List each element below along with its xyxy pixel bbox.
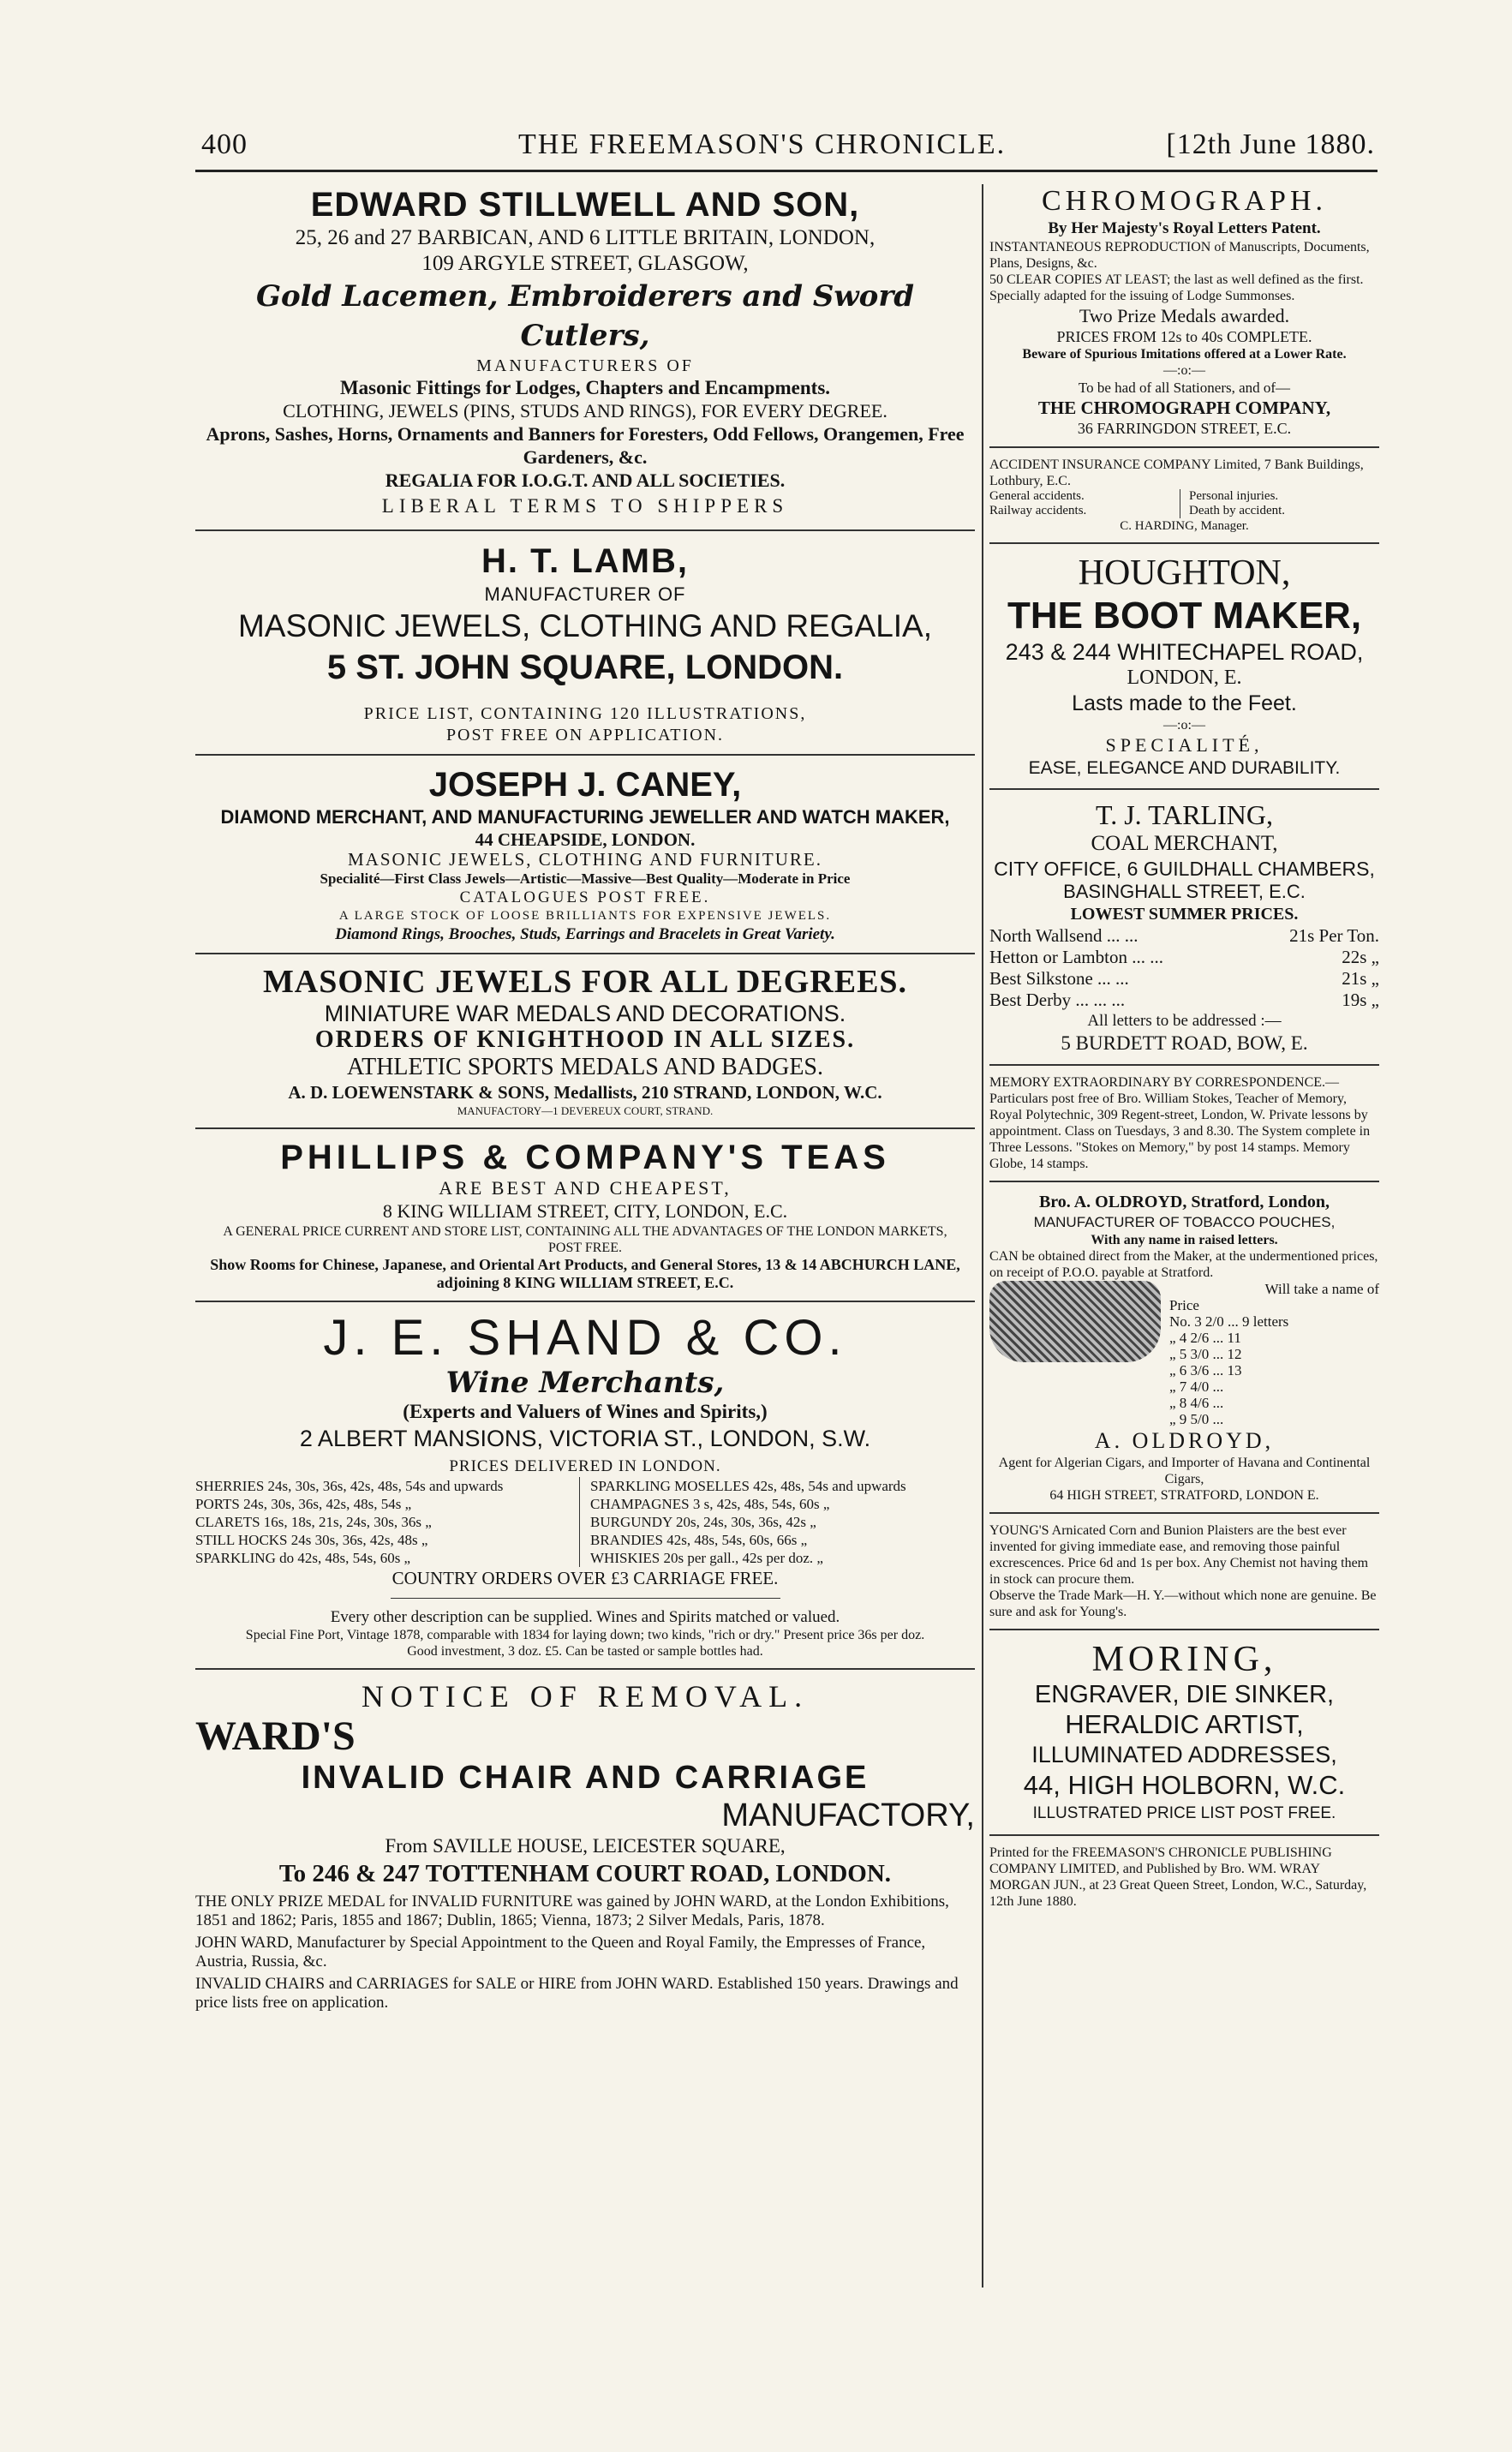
houghton-lasts: Lasts made to the Feet.: [1072, 691, 1297, 715]
ward-p3: INVALID CHAIRS and CARRIAGES for SALE or HIRE from JOHN WARD. Established 150 years. Drawings and price lists free on application.: [195, 1975, 959, 2012]
young-text: YOUNG'S Arnicated Corn and Bunion Plaisters are the best ever invented for giving immediate ease, and removing those painful excrescences. Price 6d and 1s per box. Any Chemist not having them in stock can procure them.: [989, 1523, 1369, 1587]
price-row: [989, 925, 1379, 947]
loewenstark-title: MASONIC JEWELS FOR ALL DEGREES.: [262, 964, 908, 1000]
separator: —:o:—: [1163, 718, 1205, 733]
price-row: [989, 968, 1379, 990]
price-cell: SPARKLING MOSELLES 42s, 48s, 54s and upwards: [590, 1478, 906, 1494]
page-number: 400: [201, 129, 248, 160]
divider: [989, 542, 1379, 544]
houghton-name: HOUGHTON,: [1078, 553, 1291, 593]
stillwell-name: EDWARD STILLWELL AND SON,: [310, 186, 860, 224]
oldroyd-p1: CAN be obtained direct from the Maker, at the undermentioned prices, on receipt of P.O.O. payable at Stratford.: [989, 1249, 1378, 1280]
lamb-price-list-1: PRICE LIST, CONTAINING 120 ILLUSTRATIONS,: [363, 704, 807, 723]
price-cell: BURGUNDY 20s, 24s, 30s, 36s, 42s „: [590, 1514, 816, 1530]
ward-name: WARD'S: [195, 1713, 356, 1759]
divider: [195, 529, 975, 531]
shand-special: Special Fine Port, Vintage 1878, comparable with 1834 for laying down; two kinds, "rich or dry." Present price 36s per doz. Good investment, 3 doz. £5. Can be tasted or sample bottles had.: [245, 1628, 925, 1659]
stillwell-aprons: Aprons, Sashes, Horns, Ornaments and Banners for Foresters, Odd Fellows, Orangemen, Free Gardeners, &c.: [206, 423, 965, 468]
divider: [989, 446, 1379, 448]
pouch-row: „ 9 5/0 ...: [1169, 1411, 1224, 1427]
lamb-manufacturer: MANUFACTURER OF: [484, 583, 686, 605]
ad-chromograph: [989, 184, 1379, 438]
tobacco-pouch-illustration: [989, 1281, 1161, 1362]
oldroyd-pouch-area: [989, 1281, 1379, 1427]
ad-young: [989, 1522, 1379, 1620]
coal-name: Hetton or Lambton ... ...: [989, 947, 1163, 967]
chromograph-p2: 50 CLEAR COPIES AT LEAST; the last as well defined as the first. Specially adapted for the issuing of Lodge Summonses.: [989, 272, 1364, 303]
coal-name: North Wallsend ... ...: [989, 925, 1138, 946]
ad-memory: [989, 1074, 1379, 1172]
shand-address: 2 ALBERT MANSIONS, VICTORIA ST., LONDON, S.W.: [299, 1426, 871, 1451]
ward-trade-2: MANUFACTORY,: [721, 1797, 975, 1833]
loewenstark-line-4: A. D. LOEWENSTARK & SONS, Medallists, 210 STRAND, LONDON, W.C.: [288, 1082, 882, 1103]
caney-line-2: Specialité—First Class Jewels—Artistic—Massive—Best Quality—Moderate in Price: [320, 870, 851, 887]
price-row: [989, 947, 1379, 968]
shand-price-table: [195, 1477, 975, 1567]
coal-name: Best Derby ... ... ...: [989, 990, 1126, 1010]
oldroyd-trade: MANUFACTURER OF TOBACCO POUCHES,: [1033, 1214, 1336, 1230]
pouch-row: „ 4 2/6 ... 11: [1169, 1330, 1241, 1346]
phillips-line-1: ARE BEST AND CHEAPEST,: [439, 1177, 732, 1199]
ward-p1: THE ONLY PRIZE MEDAL for INVALID FURNITURE was gained by JOHN WARD, at the London Exhibitions, 1851 and 1862; Paris, 1855 and 1867; Dublin, 1865; Vienna, 1873; 2 Silver Medals, Paris, 1878.: [195, 1893, 949, 1929]
stillwell-regalia: REGALIA FOR I.O.G.T. AND ALL SOCIETIES.: [385, 469, 786, 491]
stillwell-trades: Gold Lacemen, Embroiderers and Sword Cutlers,: [255, 279, 915, 353]
shand-country: COUNTRY ORDERS OVER £3 CARRIAGE FREE.: [391, 1568, 779, 1588]
ward-to: To 246 & 247 TOTTENHAM COURT ROAD, LONDON.: [278, 1860, 892, 1887]
tarling-office: CITY OFFICE, 6 GUILDHALL CHAMBERS,: [994, 858, 1375, 880]
divider: [195, 754, 975, 756]
ad-phillips: [195, 1138, 975, 1292]
tarling-letters: All letters to be addressed :—: [1087, 1012, 1282, 1030]
shand-experts: (Experts and Valuers of Wines and Spirits,): [403, 1401, 768, 1422]
loewenstark-line-1: MINIATURE WAR MEDALS AND DECORATIONS.: [324, 1001, 846, 1026]
houghton-city: LONDON, E.: [1127, 667, 1242, 689]
accident-left: [989, 489, 1180, 518]
price-cell: SHERRIES 24s, 30s, 36s, 42s, 48s, 54s and upwards: [195, 1477, 580, 1495]
will-take: Will take a name of: [1264, 1281, 1379, 1297]
divider: [989, 1629, 1379, 1630]
caney-trade: DIAMOND MERCHANT, AND MANUFACTURING JEWELLER AND WATCH MAKER,: [220, 806, 950, 828]
chromograph-company: THE CHROMOGRAPH COMPANY,: [1037, 398, 1331, 418]
tarling-name: T. J. TARLING,: [1096, 799, 1273, 830]
houghton-ease: EASE, ELEGANCE AND DURABILITY.: [1028, 758, 1341, 778]
ad-ward: [195, 1678, 975, 2012]
ad-oldroyd: [989, 1191, 1379, 1504]
coal-price: 21s Per Ton.: [1289, 925, 1379, 946]
memory-text: MEMORY EXTRAORDINARY BY CORRESPONDENCE.—Particulars post free of Bro. William Stokes, Teacher of Memory, Royal Polytechnic, 309 Regent-street, London, W. Private lessons by appointment. Class on Tuesdays, 3 and 8.30. The System complete in Three Lessons. "Stokes on Memory," by post 14 stamps. Memory Globe, 14 stamps.: [989, 1075, 1371, 1171]
phillips-line-4: Show Rooms for Chinese, Japanese, and Oriental Art Products, and General Stores, 13 & 14 ABCHURCH LANE, adjoining 8 KING WILLIAM STREET, E.C.: [210, 1256, 960, 1291]
stillwell-terms: LIBERAL TERMS TO SHIPPERS: [381, 495, 789, 517]
ward-trade: INVALID CHAIR AND CARRIAGE: [301, 1760, 870, 1796]
oldroyd-agent: Agent for Algerian Cigars, and Importer of Havana and Continental Cigars,: [998, 1456, 1371, 1486]
caney-line-3: CATALOGUES POST FREE.: [459, 888, 711, 906]
moring-list: ILLUSTRATED PRICE LIST POST FREE.: [1032, 1804, 1336, 1822]
divider: [195, 1668, 975, 1670]
phillips-line-2: 8 KING WILLIAM STREET, CITY, LONDON, E.C.: [382, 1200, 788, 1222]
ad-shand: [195, 1311, 975, 1660]
caney-line-5: Diamond Rings, Brooches, Studs, Earrings and Bracelets in Great Variety.: [335, 925, 835, 943]
separator: —:o:—: [1163, 363, 1205, 378]
stillwell-address-1: 25, 26 and 27 BARBICAN, AND 6 LITTLE BRITAIN, LONDON,: [295, 226, 876, 249]
ad-houghton: [989, 553, 1379, 780]
shand-other: Every other description can be supplied. Wines and Spirits matched or valued.: [330, 1608, 840, 1626]
accident-left-2: Railway accidents.: [989, 504, 1087, 517]
pouch-row: No. 3 2/0 ... 9 letters: [1169, 1313, 1289, 1330]
price-row: [989, 990, 1379, 1011]
oldroyd-name: A. OLDROYD,: [1094, 1428, 1275, 1453]
oldroyd-raised: With any name in raised letters.: [1091, 1233, 1278, 1247]
accident-p1: ACCIDENT INSURANCE COMPANY Limited, 7 Bank Buildings, Lothbury, E.C.: [989, 458, 1364, 488]
publication-title: THE FREEMASON'S CHRONICLE.: [518, 129, 1007, 160]
caney-line-1: MASONIC JEWELS, CLOTHING AND FURNITURE.: [348, 849, 822, 870]
accident-left-1: General accidents.: [989, 489, 1085, 503]
stillwell-address-2: 109 ARGYLE STREET, GLASGOW,: [421, 252, 749, 275]
pouch-row: „ 8 4/6 ...: [1169, 1395, 1224, 1411]
moring-address: 44, HIGH HOLBORN, W.C.: [1023, 1770, 1346, 1800]
divider: [195, 1301, 975, 1302]
tarling-street: BASINGHALL STREET, E.C.: [1063, 881, 1306, 902]
price-cell: WHISKIES 20s per gall., 42s per doz. „: [590, 1550, 823, 1566]
shand-prices-title: PRICES DELIVERED IN LONDON.: [449, 1457, 721, 1475]
divider: [989, 1181, 1379, 1182]
stillwell-manufacturers: MANUFACTURERS OF: [476, 356, 694, 375]
right-column: [989, 184, 1379, 2292]
ad-tarling: [989, 798, 1379, 1056]
ad-loewenstark: [195, 963, 975, 1119]
price-cell: SPARKLING do 42s, 48s, 54s, 60s „: [195, 1549, 580, 1567]
loewenstark-line-3: ATHLETIC SPORTS MEDALS AND BADGES.: [346, 1054, 824, 1080]
coal-price: 19s „: [1342, 990, 1379, 1010]
tarling-trade: COAL MERCHANT,: [1091, 832, 1278, 855]
stillwell-clothing: CLOTHING, JEWELS (PINS, STUDS AND RINGS), FOR EVERY DEGREE.: [283, 400, 887, 422]
chromograph-medals: Two Prize Medals awarded.: [1079, 305, 1290, 326]
young-observe: Observe the Trade Mark—H. Y.—without which none are genuine. Be sure and ask for Young's.: [989, 1588, 1377, 1619]
price-cell: STILL HOCKS 24s 30s, 36s, 42s, 48s „: [195, 1531, 580, 1549]
shand-name: J. E. SHAND & CO.: [323, 1310, 847, 1366]
caney-address: 44 CHEAPSIDE, LONDON.: [475, 829, 696, 850]
divider: [989, 788, 1379, 790]
header-rule: [195, 170, 1378, 172]
divider: [989, 1064, 1379, 1066]
divider: [195, 1127, 975, 1129]
moring-trade-1: ENGRAVER, DIE SINKER,: [1034, 1681, 1335, 1708]
pouch-row: „ 7 4/0 ...: [1169, 1379, 1224, 1395]
accident-right: [1180, 489, 1379, 518]
tarling-prices-title: LOWEST SUMMER PRICES.: [1070, 905, 1299, 924]
ad-accident-insurance: [989, 457, 1379, 534]
pouch-row: „ 6 3/6 ... 13: [1169, 1362, 1242, 1379]
lamb-name: H. T. LAMB,: [481, 542, 689, 580]
ad-lamb: [195, 540, 975, 745]
chromograph-beware: Beware of Spurious Imitations offered at a Lower Rate.: [1022, 347, 1347, 362]
page-header: [201, 129, 1375, 171]
houghton-special: SPECIALITÉ,: [1105, 734, 1264, 756]
tarling-address: 5 BURDETT ROAD, BOW, E.: [1061, 1032, 1308, 1054]
divider: [195, 953, 975, 954]
shand-trade: Wine Merchants,: [445, 1366, 725, 1400]
accident-columns: [989, 489, 1379, 518]
chromograph-address: 36 FARRINGDON STREET, E.C.: [1077, 420, 1292, 437]
ad-moring: [989, 1639, 1379, 1826]
oldroyd-address: 64 HIGH STREET, STRATFORD, LONDON E.: [1049, 1488, 1319, 1503]
caney-name: JOSEPH J. CANEY,: [428, 766, 742, 804]
phillips-line-3: A GENERAL PRICE CURRENT AND STORE LIST, CONTAINING ALL THE ADVANTAGES OF THE LONDON MARKETS, POST FREE.: [223, 1224, 947, 1255]
loewenstark-line-5: MANUFACTORY—1 DEVEREUX COURT, STRAND.: [457, 1104, 714, 1117]
loewenstark-line-2: ORDERS OF KNIGHTHOOD IN ALL SIZES.: [314, 1026, 856, 1053]
oldroyd-price-list: [1169, 1281, 1379, 1427]
chromograph-patent: By Her Majesty's Royal Letters Patent.: [1048, 219, 1321, 237]
oldroyd-title: Bro. A. OLDROYD, Stratford, London,: [1038, 1193, 1330, 1211]
ad-stillwell: [195, 184, 975, 521]
price-cell: CHAMPAGNES 3 s, 42s, 48s, 54s, 60s „: [590, 1496, 830, 1512]
stillwell-fittings: Masonic Fittings for Lodges, Chapters and Encampments.: [339, 377, 831, 398]
short-rule: [391, 1598, 780, 1599]
houghton-trade: THE BOOT MAKER,: [1007, 595, 1362, 637]
accident-right-2: Death by accident.: [1189, 504, 1286, 517]
ward-notice: NOTICE OF REMOVAL.: [361, 1679, 810, 1713]
price-head: Price: [1169, 1297, 1199, 1313]
chromograph-title: CHROMOGRAPH.: [1042, 185, 1327, 217]
lamb-address: 5 ST. JOHN SQUARE, LONDON.: [326, 649, 844, 686]
lamb-price-list-2: POST FREE ON APPLICATION.: [445, 726, 725, 745]
coal-name: Best Silkstone ... ...: [989, 968, 1129, 989]
ward-p2: JOHN WARD, Manufacturer by Special Appointment to the Queen and Royal Family, the Empresses of France, Austria, Russia, &c.: [195, 1934, 926, 1971]
coal-price: 22s „: [1342, 947, 1379, 967]
price-cell: BRANDIES 42s, 48s, 54s, 60s, 66s „: [590, 1532, 808, 1548]
imprint: Printed for the FREEMASON'S CHRONICLE PUBLISHING COMPANY LIMITED, and Published by Bro. WM. WRAY MORGAN JUN., at 23 Great Queen Street, London, W.C., Saturday, 12th June 1880.: [989, 1845, 1367, 1909]
chromograph-had: To be had of all Stationers, and of—: [1078, 380, 1291, 396]
ward-from: From SAVILLE HOUSE, LEICESTER SQUARE,: [385, 1835, 786, 1857]
chromograph-prices: PRICES FROM 12s to 40s COMPLETE.: [1056, 328, 1312, 345]
phillips-title: PHILLIPS & COMPANY'S TEAS: [280, 1139, 890, 1176]
ad-caney: [195, 764, 975, 944]
left-column: [195, 184, 975, 2292]
price-cell: PORTS 24s, 30s, 36s, 42s, 48s, 54s „: [195, 1495, 580, 1513]
accident-right-1: Personal injuries.: [1189, 489, 1279, 503]
price-cell: CLARETS 16s, 18s, 21s, 24s, 30s, 36s „: [195, 1513, 580, 1531]
moring-trade-2: HERALDIC ARTIST,: [1065, 1709, 1304, 1739]
coal-price: 21s „: [1342, 968, 1379, 989]
caney-line-4: A LARGE STOCK OF LOOSE BRILLIANTS FOR EXPENSIVE JEWELS.: [338, 909, 832, 923]
lamb-goods: MASONIC JEWELS, CLOTHING AND REGALIA,: [237, 608, 933, 643]
column-rule: [982, 184, 983, 2288]
pouch-row: „ 5 3/0 ... 12: [1169, 1346, 1242, 1362]
issue-date: [12th June 1880.: [1166, 129, 1375, 160]
moring-name: MORING,: [1091, 1640, 1277, 1679]
chromograph-p1: INSTANTANEOUS REPRODUCTION of Manuscripts, Documents, Plans, Designs, &c.: [989, 240, 1370, 271]
tarling-price-list: [989, 925, 1379, 1011]
divider: [989, 1834, 1379, 1836]
accident-manager: C. HARDING, Manager.: [1120, 519, 1249, 533]
moring-trade-3: ILLUMINATED ADDRESSES,: [1031, 1742, 1337, 1767]
houghton-address: 243 & 244 WHITECHAPEL ROAD,: [1005, 639, 1364, 665]
divider: [989, 1512, 1379, 1514]
